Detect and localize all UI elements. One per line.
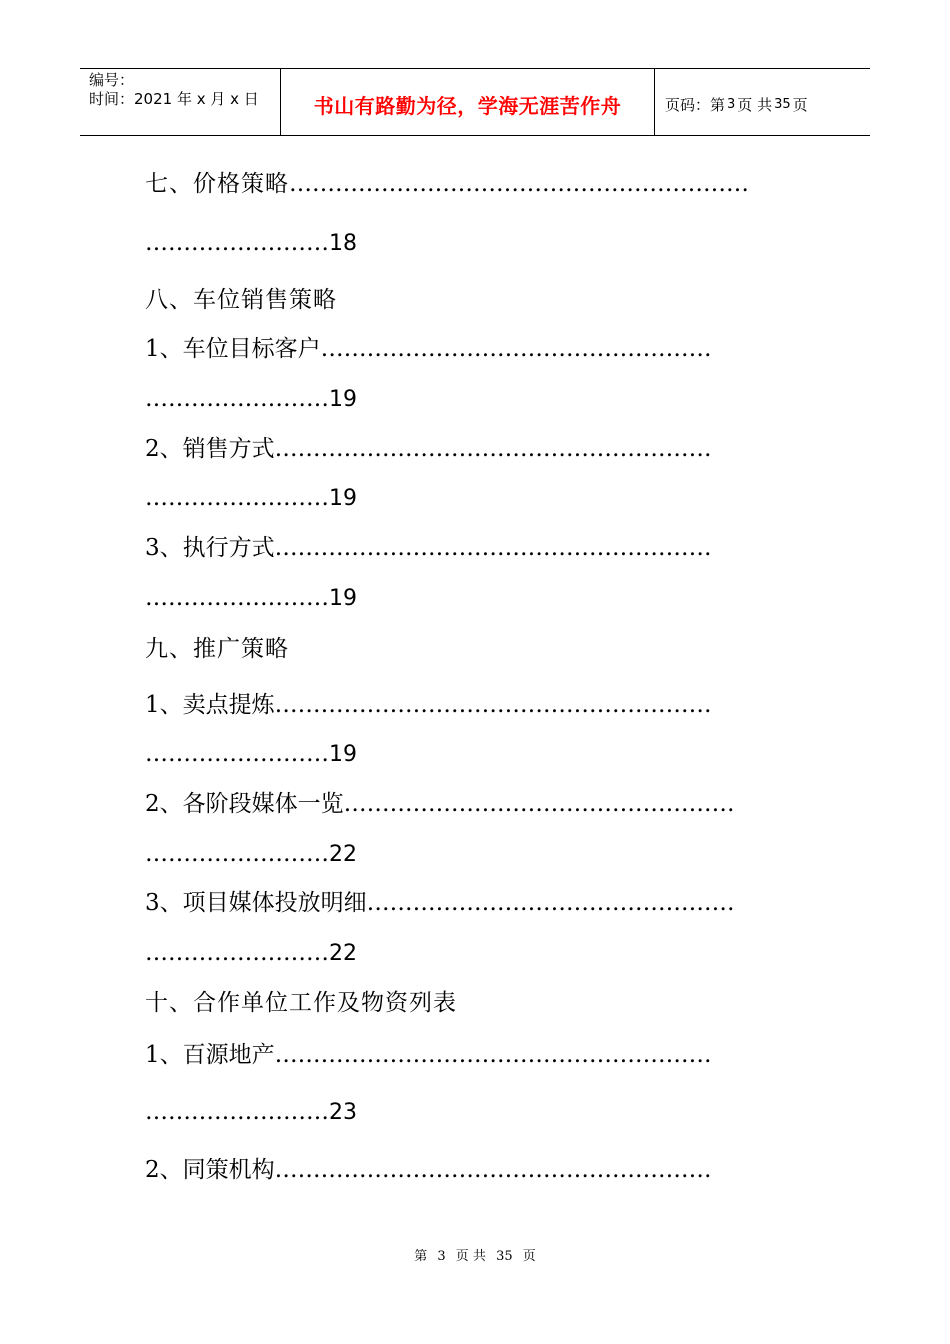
toc-leader-dots: ……………………	[145, 1099, 329, 1125]
toc-leader-dots: …………………………………………………	[274, 436, 712, 462]
toc-line[interactable]	[145, 938, 357, 969]
header-motto: 书山有路勤为径，学海无涯苦作舟	[313, 93, 622, 118]
footer-page-current: 3	[437, 1249, 446, 1264]
toc-entry-title: 2、销售方式	[145, 436, 275, 462]
toc-section-heading: 九、推广策略	[145, 636, 289, 662]
toc-page-number: 18	[329, 231, 357, 256]
toc-page-number: 19	[329, 486, 357, 511]
toc-page-number: 22	[329, 842, 357, 867]
toc-entry-title: 1、车位目标客户	[145, 336, 321, 362]
toc-entry-title: 3、项目媒体投放明细	[145, 890, 367, 916]
toc-line[interactable]	[145, 483, 357, 514]
toc-line[interactable]	[145, 285, 337, 315]
document-time-label: 时间：2021 年 x 月 x 日	[89, 90, 259, 108]
toc-section-heading: 八、车位销售策略	[145, 287, 337, 313]
toc-line[interactable]	[145, 690, 712, 720]
toc-line[interactable]	[145, 888, 735, 918]
toc-page-number: 19	[329, 586, 357, 611]
toc-page-number: 23	[329, 1100, 357, 1125]
toc-leader-dots: ……………………………………………	[320, 336, 712, 362]
toc-leader-dots: …………………………………………………	[274, 535, 712, 561]
toc-leader-dots: ……………………	[145, 585, 329, 611]
footer-page-prefix: 第	[414, 1249, 428, 1264]
toc-leader-dots: ……………………………………………	[343, 791, 735, 817]
toc-page-number: 19	[329, 742, 357, 767]
page-header	[80, 68, 870, 136]
toc-section-heading: 十、合作单位工作及物资列表	[145, 990, 457, 1016]
toc-leader-dots: ……………………	[145, 741, 329, 767]
toc-leader-dots: …………………………………………………	[274, 692, 712, 718]
toc-line[interactable]	[145, 988, 457, 1018]
toc-leader-dots: ……………………	[145, 485, 329, 511]
toc-leader-dots: …………………………………………	[366, 890, 735, 916]
toc-line[interactable]	[145, 1155, 712, 1185]
toc-line[interactable]	[145, 839, 357, 870]
header-page-current: 3	[727, 96, 736, 112]
toc-leader-dots: ……………………	[145, 386, 329, 412]
document-number-label: 编号：	[89, 71, 135, 89]
toc-line[interactable]	[145, 789, 735, 819]
toc-entry-title: 2、同策机构	[145, 1157, 275, 1183]
toc-line[interactable]	[145, 583, 357, 614]
toc-line[interactable]	[145, 1097, 357, 1128]
toc-line[interactable]	[145, 334, 712, 364]
toc-leader-dots: …………………………………………………	[274, 1157, 712, 1183]
toc-line[interactable]	[145, 228, 357, 259]
toc-line[interactable]	[145, 434, 712, 464]
header-page-mid: 页 共	[737, 95, 773, 114]
toc-line[interactable]	[145, 634, 289, 664]
toc-entry-title: 3、执行方式	[145, 535, 275, 561]
footer-page-total: 35	[496, 1249, 513, 1264]
header-motto-cell	[281, 69, 655, 135]
toc-entry-title: 1、卖点提炼	[145, 692, 275, 718]
toc-leader-dots: ……………………	[145, 841, 329, 867]
toc-entry-title: 2、各阶段媒体一览	[145, 791, 344, 817]
header-page-prefix: 页码：第	[665, 95, 726, 114]
toc-entry-title: 七、价格策略	[145, 171, 289, 197]
toc-leader-dots: ……………………………………………………	[289, 171, 749, 197]
header-page-suffix: 页	[792, 95, 808, 114]
toc-page-number: 19	[329, 387, 357, 412]
toc-page-number: 22	[329, 941, 357, 966]
toc-leader-dots: …………………………………………………	[274, 1042, 712, 1068]
header-page-info	[655, 69, 870, 135]
toc-line[interactable]	[145, 739, 357, 770]
toc-line[interactable]	[145, 533, 712, 563]
page-footer	[0, 1245, 950, 1264]
toc-line[interactable]	[145, 1040, 712, 1070]
toc-leader-dots: ……………………	[145, 230, 329, 256]
toc-entry-title: 1、百源地产	[145, 1042, 275, 1068]
header-meta	[80, 69, 281, 135]
header-page-total: 35	[774, 96, 791, 112]
toc-leader-dots: ……………………	[145, 940, 329, 966]
footer-page-suffix: 页	[522, 1249, 536, 1264]
toc-line[interactable]	[145, 384, 357, 415]
toc-line[interactable]	[145, 169, 749, 199]
footer-page-mid: 页 共	[455, 1249, 486, 1264]
